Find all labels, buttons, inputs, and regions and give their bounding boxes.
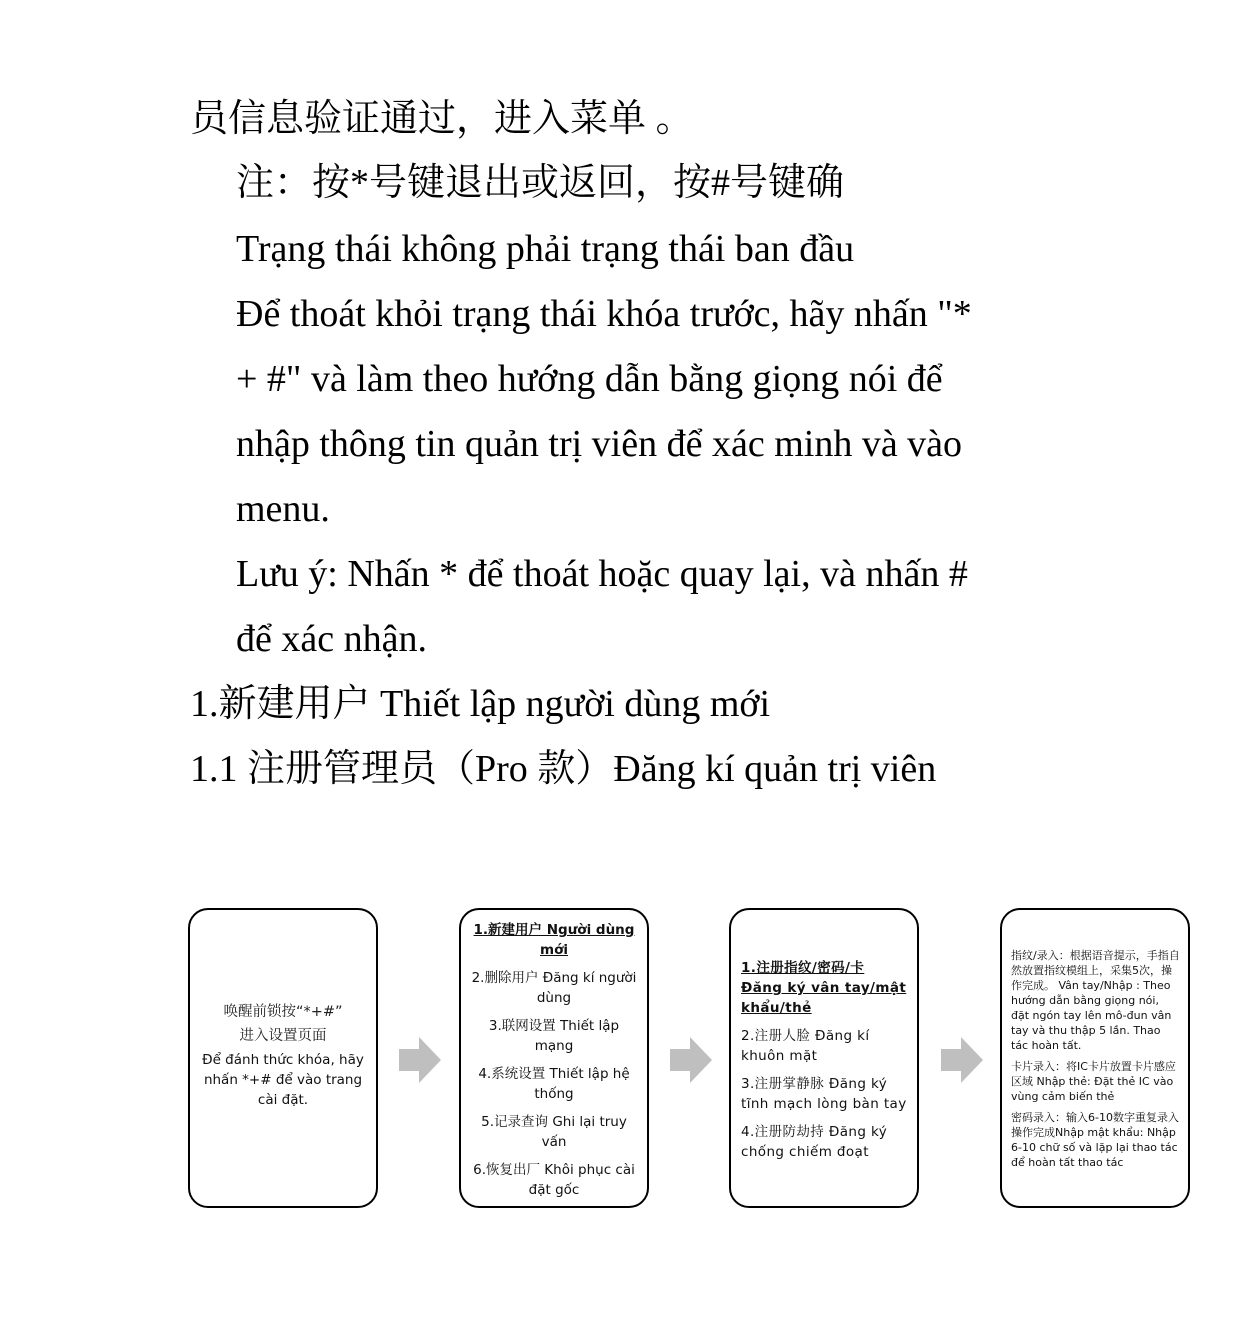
text-line: Để thoát khỏi trạng thái khóa trước, hãy nhấn "* <box>236 293 972 335</box>
text-line: Lưu ý: Nhấn * để thoát hoặc quay lại, và nhấn # <box>236 553 968 595</box>
menu-item: 5.记录查询 Ghi lại truy vấn <box>481 1114 627 1150</box>
subsection-heading: 1.1 注册管理员（Pro 款）Đăng kí quản trị viên <box>190 748 937 790</box>
instruction-item: 指纹/录入：根据语音提示，手指自然放置指纹模组上，采集5次，操作完成。 Vân tay/Nhập : Theo hướng dẫn bằng giọng nói, đặt ngón tay lên mô-đun vân tay và thu thập 5 lần. Thao tác hoàn tất. <box>1011 949 1180 1052</box>
section-heading: 1.新建用户 Thiết lập người dùng mới <box>190 683 771 725</box>
menu-item: 2.删除用户 Đăng kí người dùng <box>471 970 637 1006</box>
menu-item: 3.注册掌静脉 Đăng ký tĩnh mạch lòng bàn tay <box>741 1076 907 1112</box>
menu-item: 2.注册人脸 Đăng kí khuôn mặt <box>741 1028 870 1064</box>
text-line: 注：按*号键退出或返回，按#号键确 <box>236 162 845 204</box>
menu-item: 1.注册指纹/密码/卡 Đăng ký vân tay/mật khẩu/thẻ <box>741 960 907 1016</box>
menu-item: 4.注册防劫持 Đăng ký chống chiếm đoạt <box>741 1124 888 1160</box>
right-arrow-icon <box>670 1037 712 1083</box>
menu-item: 3.联网设置 Thiết lập mạng <box>488 1018 620 1054</box>
menu-item: 4.系统设置 Thiết lập hệ thống <box>478 1066 630 1102</box>
card-text-cn: 唤醒前锁按“*+#” <box>223 1004 343 1020</box>
wake-lock-screen-card <box>188 908 378 1208</box>
menu-item: 1.新建用户 Người dùng mới <box>473 922 635 958</box>
instruction-item: 密码录入：输入6-10数字重复录入操作完成Nhập mật khẩu: Nhập 6-10 chữ số và lặp lại thao tác để hoàn tất thao tác <box>1011 1111 1179 1169</box>
text-line: menu. <box>236 488 330 530</box>
enrollment-instructions-card <box>1000 908 1190 1208</box>
card-text-cn: 进入设置页面 <box>239 1028 327 1044</box>
right-arrow-icon <box>941 1037 983 1083</box>
text-line: Trạng thái không phải trạng thái ban đầu <box>236 228 855 270</box>
menu-item: 6.恢复出厂 Khôi phục cài đặt gốc <box>473 1162 635 1198</box>
new-user-menu-card <box>729 908 919 1208</box>
text-line: 员信息验证通过，进入菜单 。 <box>190 98 694 140</box>
card-text-vi: Để đánh thức khóa, hãy nhấn *+# để vào trang cài đặt. <box>202 1052 364 1108</box>
instruction-item: 卡片录入：将IC卡片放置卡片感应区域 Nhập thẻ: Đặt thẻ IC vào vùng cảm biến thẻ <box>1011 1060 1176 1103</box>
text-line: nhập thông tin quản trị viên để xác minh và vào <box>236 423 963 465</box>
right-arrow-icon <box>399 1037 441 1083</box>
main-menu-card <box>459 908 649 1208</box>
text-line: để xác nhận. <box>236 618 427 660</box>
text-line: + #" và làm theo hướng dẫn bằng giọng nói để <box>236 358 943 400</box>
